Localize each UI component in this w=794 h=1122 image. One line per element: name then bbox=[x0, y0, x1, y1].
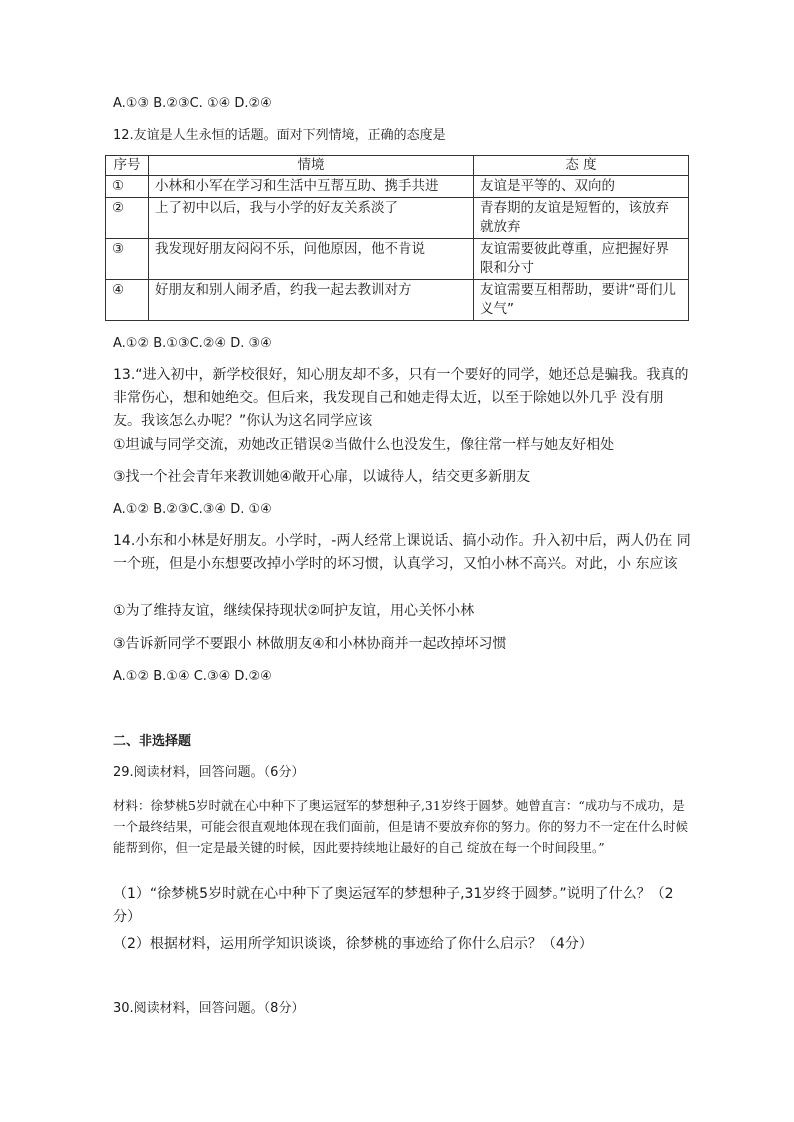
q13-choice-line2: ③找一个社会青年来教训她④敞开心扉，以诚待人，结交更多新朋友 bbox=[113, 469, 531, 485]
q29-material: 材料：徐梦桃5岁时就在心中种下了奥运冠军的梦想种子,31岁终于圆梦。她曾直言：“成功与不成功，是一个最终结果，可能会很直观地体现在我们面前，但是请不要放弃你的努力。你的努力不一定在什么时候能帮到你，但一定是最关键的时候，因此要持续地让最好的自己 绽放在每一个时间段里。” bbox=[113, 798, 689, 855]
row-attitude: 友谊需要彼此尊重，应把握好界限和分寸 bbox=[474, 239, 689, 280]
q29-stem: 29.阅读材料，回答问题。（6分） bbox=[113, 765, 305, 780]
q12-options: A.①② B.①③C.②④ D. ③④ bbox=[113, 336, 272, 351]
q12-stem: 12.友谊是人生永恒的话题。面对下列情境，正确的态度是 bbox=[113, 128, 446, 143]
q13-choice-line1: ①坦诚与同学交流，劝她改正错误②当做什么也没发生，像往常一样与她友好相处 bbox=[113, 437, 615, 453]
table-header-attitude: 态 度 bbox=[474, 156, 689, 176]
row-situation: 上了初中以后，我与小学的好友关系淡了 bbox=[149, 198, 474, 239]
table-row bbox=[106, 280, 689, 321]
row-situation: 小林和小军在学习和生活中互帮互助、携手共进 bbox=[149, 176, 474, 198]
q14-stem: 14.小东和小林是好朋友。小学时，-两人经常上课说话、搞小动作。升入初中后，两人仍在 同一个班，但是小东想要改掉小学时的坏习惯，认真学习，又怕小林不高兴。对此，小 东应该 bbox=[113, 533, 691, 572]
section-title: 二、非选择题 bbox=[113, 734, 192, 749]
q14-choice-line2: ③告诉新同学不要跟小 林做朋友④和小林协商并一起改掉坏习惯 bbox=[113, 636, 507, 652]
row-situation: 好朋友和别人闹矛盾，约我一起去教训对方 bbox=[149, 280, 474, 321]
row-num: ④ bbox=[106, 280, 149, 321]
q29-sub2: （2）根据材料，运用所学知识谈谈，徐梦桃的事迹给了你什么启示？（4分） bbox=[113, 936, 593, 952]
table-row bbox=[106, 239, 689, 280]
row-situation: 我发现好朋友闷闷不乐，问他原因，他不肯说 bbox=[149, 239, 474, 280]
table-header-situation: 情境 bbox=[149, 156, 474, 176]
row-attitude: 友谊是平等的、双向的 bbox=[474, 176, 689, 198]
q14-options: A.①② B.①④ C.③④ D.②④ bbox=[113, 669, 272, 684]
q29-sub1: （1）“徐梦桃5岁时就在心中种下了奥运冠军的梦想种子,31岁终于圆梦。”说明了什么？（2分） bbox=[113, 886, 674, 925]
table-row bbox=[106, 198, 689, 239]
row-attitude: 青春期的友谊是短暂的，该放弃就放弃 bbox=[474, 198, 689, 239]
q13-options: A.①② B.②③C.③④ D. ①④ bbox=[113, 502, 272, 517]
q13-stem: 13.“进入初中，新学校很好，知心朋友却不多，只有一个要好的同学，她还总是骗我。我真的非常伤心，想和她绝交。但后来，我发现自己和她走得太近，以至于除她以外几乎 没有朋友。我该怎么办呢？”你认为这名同学应该 bbox=[113, 367, 689, 429]
table-row bbox=[106, 176, 689, 198]
q14-choice-line1: ①为了维持友谊，继续保持现状②呵护友谊，用心关怀小林 bbox=[113, 603, 475, 619]
q30-stem: 30.阅读材料，回答问题。（8分） bbox=[113, 1001, 305, 1016]
row-num: ② bbox=[106, 198, 149, 239]
row-attitude: 友谊需要互相帮助，要讲“哥们儿义气” bbox=[474, 280, 689, 321]
q12-table bbox=[105, 155, 689, 321]
table-header-row bbox=[106, 156, 689, 176]
row-num: ① bbox=[106, 176, 149, 198]
q11-options: A.①③ B.②③C. ①④ D.②④ bbox=[113, 96, 272, 111]
table-header-num: 序号 bbox=[106, 156, 149, 176]
row-num: ③ bbox=[106, 239, 149, 280]
